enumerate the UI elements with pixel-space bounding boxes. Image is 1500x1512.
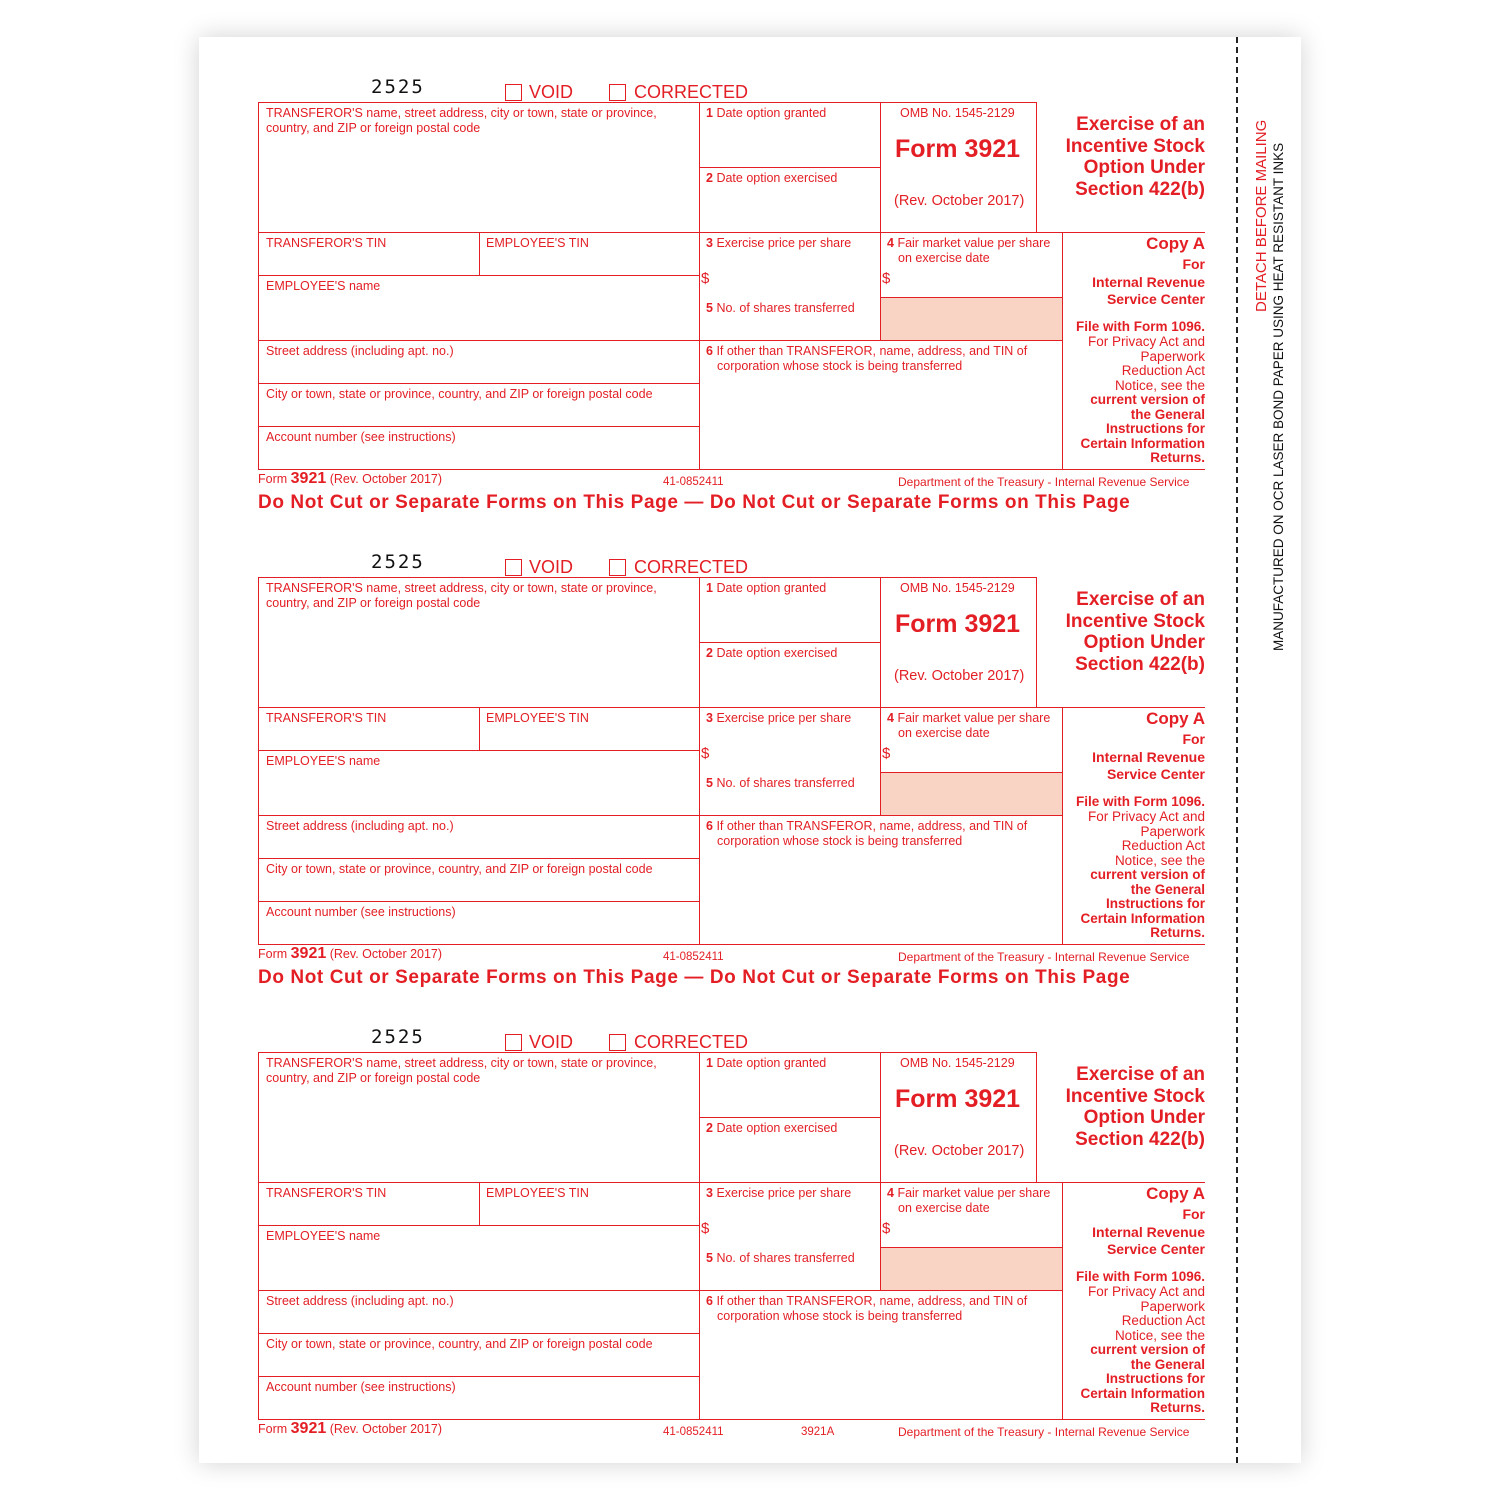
box2-label: 2 Date option exercised xyxy=(706,171,838,185)
rule xyxy=(699,815,1062,816)
void-label: VOID xyxy=(529,557,574,577)
employee-tin-label: EMPLOYEE'S TIN xyxy=(486,1186,589,1200)
instructions-line: current version of xyxy=(1090,392,1205,407)
instructions-line: Returns. xyxy=(1150,1400,1205,1415)
box5-label: 5 No. of shares transferred xyxy=(706,301,855,315)
box3-label: 3 Exercise price per share xyxy=(706,236,852,250)
box3-dollar: $ xyxy=(701,270,710,287)
copy-a-label: Copy A xyxy=(1146,1184,1205,1203)
corrected-label: CORRECTED xyxy=(634,557,749,577)
rule xyxy=(479,232,480,275)
form-title-line: Option Under xyxy=(1083,1107,1205,1128)
rule xyxy=(699,1290,1062,1291)
void-label: VOID xyxy=(529,82,574,102)
irs-center-line: Internal Revenue xyxy=(1092,749,1205,765)
box6-label-2: corporation whose stock is being transferred xyxy=(717,359,963,373)
form-code: 2525 xyxy=(371,551,425,573)
street-address-label: Street address (including apt. no.) xyxy=(266,1294,454,1308)
copy-a-label: Copy A xyxy=(1146,234,1205,253)
rule xyxy=(1062,232,1063,469)
box2-label: 2 Date option exercised xyxy=(706,1121,838,1135)
rule xyxy=(258,577,259,944)
box6-label: 6 If other than TRANSFEROR, name, address, and TIN of xyxy=(706,344,1028,358)
transferor-name-label-2: country, and ZIP or foreign postal code xyxy=(266,121,481,135)
copy-for-label: For xyxy=(1182,256,1205,272)
city-label: City or town, state or province, country, and ZIP or foreign postal code xyxy=(266,862,653,876)
rule xyxy=(699,167,880,168)
instructions-line: Instructions for xyxy=(1105,896,1205,911)
copy-for-label: For xyxy=(1182,1206,1205,1222)
transferor-name-label: TRANSFEROR'S name, street address, city or town, state or province, xyxy=(266,581,657,595)
rule xyxy=(258,858,699,859)
box4-dollar: $ xyxy=(882,745,891,762)
corrected-label: CORRECTED xyxy=(634,1032,749,1052)
file-with-label: File with Form 1096. xyxy=(1075,1269,1205,1284)
privacy-line: Reduction Act xyxy=(1121,363,1205,378)
form-title-line: Option Under xyxy=(1083,632,1205,653)
box4-dollar: $ xyxy=(882,270,891,287)
copy-a-panel xyxy=(1064,709,1205,941)
account-number-label: Account number (see instructions) xyxy=(266,1380,456,1394)
rule xyxy=(258,275,699,276)
rule xyxy=(479,1182,480,1225)
rule xyxy=(258,1376,699,1377)
irs-center-line: Service Center xyxy=(1106,291,1205,307)
footer-catalog-number: 41-0852411 xyxy=(663,1426,724,1438)
omb-number: OMB No. 1545-2129 xyxy=(900,106,1015,120)
form-code: 2525 xyxy=(371,76,425,98)
transferor-tin-label: TRANSFEROR'S TIN xyxy=(266,236,387,250)
rule xyxy=(1062,707,1063,944)
form-title xyxy=(1040,589,1205,675)
box5-shaded-area xyxy=(881,298,1062,340)
instructions-line: Instructions for xyxy=(1105,421,1205,436)
corrected-checkbox[interactable] xyxy=(609,559,626,576)
irs-center-line: Service Center xyxy=(1106,1241,1205,1257)
box1-label: 1 Date option granted xyxy=(706,581,827,595)
box5-shaded-area xyxy=(881,1248,1062,1290)
form-title-line: Section 422(b) xyxy=(1075,653,1205,675)
city-label: City or town, state or province, country, and ZIP or foreign postal code xyxy=(266,387,653,401)
form-revision: (Rev. October 2017) xyxy=(894,193,1025,209)
footer-department: Department of the Treasury - Internal Revenue Service xyxy=(898,950,1190,964)
transferor-tin-label: TRANSFEROR'S TIN xyxy=(266,711,387,725)
instructions-line: Certain Information xyxy=(1080,1385,1205,1401)
privacy-line: For Privacy Act and xyxy=(1087,334,1205,349)
file-with-label: File with Form 1096. xyxy=(1075,319,1205,334)
form-title-line: Exercise of an xyxy=(1076,114,1205,135)
rule xyxy=(258,102,1036,103)
transferor-name-label: TRANSFEROR'S name, street address, city or town, state or province, xyxy=(266,106,657,120)
rule xyxy=(258,102,259,469)
rule xyxy=(1036,577,1037,707)
form-title-line: Section 422(b) xyxy=(1075,178,1205,200)
rule xyxy=(258,815,699,816)
instructions-line: the General xyxy=(1130,881,1205,897)
void-checkbox[interactable] xyxy=(505,559,522,576)
footer-catalog-number: 41-0852411 xyxy=(663,476,724,488)
rule xyxy=(1036,102,1037,232)
file-with-label: File with Form 1096. xyxy=(1075,794,1205,809)
employee-name-label: EMPLOYEE'S name xyxy=(266,279,381,293)
transferor-tin-label: TRANSFEROR'S TIN xyxy=(266,1186,387,1200)
form-revision: (Rev. October 2017) xyxy=(894,668,1025,684)
privacy-line: Reduction Act xyxy=(1121,838,1205,853)
box4-label: 4 Fair market value per share xyxy=(887,711,1051,725)
detach-label: DETACH BEFORE MAILING xyxy=(1253,119,1270,312)
instructions-line: Returns. xyxy=(1150,925,1205,940)
footer-form-id: Form 3921 (Rev. October 2017) xyxy=(258,1420,443,1437)
form-number-title: Form 3921 xyxy=(895,135,1021,163)
form-3921-copy xyxy=(0,1026,1500,1512)
rule xyxy=(258,1290,699,1291)
copy-a-panel xyxy=(1064,1184,1205,1416)
account-number-label: Account number (see instructions) xyxy=(266,430,456,444)
do-not-cut-warning: Do Not Cut or Separate Forms on This Page — Do Not Cut or Separate Forms on This Page xyxy=(258,492,1131,513)
omb-number: OMB No. 1545-2129 xyxy=(900,1056,1015,1070)
footer-department: Department of the Treasury - Internal Revenue Service xyxy=(898,1425,1190,1439)
do-not-cut-warning: Do Not Cut or Separate Forms on This Page — Do Not Cut or Separate Forms on This Page xyxy=(258,967,1131,988)
instructions-line: Certain Information xyxy=(1080,435,1205,451)
form-title-line: Incentive Stock xyxy=(1065,135,1205,157)
form-title-line: Exercise of an xyxy=(1076,1064,1205,1085)
box1-label: 1 Date option granted xyxy=(706,1056,827,1070)
street-address-label: Street address (including apt. no.) xyxy=(266,344,454,358)
copy-a-panel xyxy=(1064,234,1205,466)
city-label: City or town, state or province, country, and ZIP or foreign postal code xyxy=(266,1337,653,1351)
footer-catalog-number: 41-0852411 xyxy=(663,951,724,963)
form-3921-copy xyxy=(0,76,1500,562)
box4-label: 4 Fair market value per share xyxy=(887,236,1051,250)
omb-number: OMB No. 1545-2129 xyxy=(900,581,1015,595)
form-title-line: Option Under xyxy=(1083,157,1205,178)
box6-label-2: corporation whose stock is being transferred xyxy=(717,1309,963,1323)
rule xyxy=(258,340,699,341)
privacy-line: For Privacy Act and xyxy=(1087,809,1205,824)
form-number-title: Form 3921 xyxy=(895,610,1021,638)
box5-label: 5 No. of shares transferred xyxy=(706,776,855,790)
instructions-line: the General xyxy=(1130,406,1205,422)
box6-label: 6 If other than TRANSFEROR, name, address, and TIN of xyxy=(706,1294,1028,1308)
form-title-line: Incentive Stock xyxy=(1065,1085,1205,1107)
privacy-line: Paperwork xyxy=(1140,823,1205,839)
rule xyxy=(258,469,1205,470)
box6-label-2: corporation whose stock is being transferred xyxy=(717,834,963,848)
privacy-line: Notice, see the xyxy=(1114,852,1205,868)
rule xyxy=(699,577,700,944)
irs-center-line: Internal Revenue xyxy=(1092,1224,1205,1240)
rule xyxy=(258,901,699,902)
corrected-label: CORRECTED xyxy=(634,82,749,102)
privacy-line: Paperwork xyxy=(1140,348,1205,364)
instructions-line: Instructions for xyxy=(1105,1371,1205,1386)
transferor-name-label-2: country, and ZIP or foreign postal code xyxy=(266,1071,481,1085)
form-code: 2525 xyxy=(371,1026,425,1048)
rule xyxy=(1036,1052,1037,1182)
form-title-line: Section 422(b) xyxy=(1075,1128,1205,1150)
rule xyxy=(699,340,1062,341)
rule xyxy=(258,1052,259,1419)
void-checkbox[interactable] xyxy=(505,84,522,101)
box4-label: 4 Fair market value per share xyxy=(887,1186,1051,1200)
rule xyxy=(258,1225,699,1226)
form-title xyxy=(1040,1064,1205,1150)
box3-label: 3 Exercise price per share xyxy=(706,1186,852,1200)
footer-copy-code: 3921A xyxy=(801,1426,835,1438)
rule xyxy=(258,426,699,427)
rule xyxy=(258,577,1036,578)
void-label: VOID xyxy=(529,1032,574,1052)
instructions-line: current version of xyxy=(1090,867,1205,882)
privacy-line: Reduction Act xyxy=(1121,1313,1205,1328)
privacy-line: For Privacy Act and xyxy=(1087,1284,1205,1299)
account-number-label: Account number (see instructions) xyxy=(266,905,456,919)
form-3921-copy xyxy=(0,551,1500,1037)
instructions-line: current version of xyxy=(1090,1342,1205,1357)
irs-center-line: Internal Revenue xyxy=(1092,274,1205,290)
privacy-line: Paperwork xyxy=(1140,1298,1205,1314)
irs-center-line: Service Center xyxy=(1106,766,1205,782)
rule xyxy=(258,1419,1205,1420)
box4-dollar: $ xyxy=(882,1220,891,1237)
box4-label-2: on exercise date xyxy=(898,251,990,265)
form-number-title: Form 3921 xyxy=(895,1085,1021,1113)
form-title-line: Incentive Stock xyxy=(1065,610,1205,632)
rule xyxy=(699,1052,700,1419)
rule xyxy=(258,1052,1036,1053)
form-title xyxy=(1040,114,1205,200)
void-checkbox[interactable] xyxy=(505,1034,522,1051)
street-address-label: Street address (including apt. no.) xyxy=(266,819,454,833)
employee-name-label: EMPLOYEE'S name xyxy=(266,1229,381,1243)
transferor-name-label: TRANSFEROR'S name, street address, city or town, state or province, xyxy=(266,1056,657,1070)
rule xyxy=(1062,1182,1063,1419)
rule xyxy=(258,944,1205,945)
box4-label-2: on exercise date xyxy=(898,1201,990,1215)
rule xyxy=(699,642,880,643)
privacy-line: Notice, see the xyxy=(1114,1327,1205,1343)
box3-label: 3 Exercise price per share xyxy=(706,711,852,725)
employee-name-label: EMPLOYEE'S name xyxy=(266,754,381,768)
box6-label: 6 If other than TRANSFEROR, name, address, and TIN of xyxy=(706,819,1028,833)
form-revision: (Rev. October 2017) xyxy=(894,1143,1025,1159)
box1-label: 1 Date option granted xyxy=(706,106,827,120)
instructions-line: the General xyxy=(1130,1356,1205,1372)
box2-label: 2 Date option exercised xyxy=(706,646,838,660)
employee-tin-label: EMPLOYEE'S TIN xyxy=(486,236,589,250)
rule xyxy=(258,750,699,751)
box3-dollar: $ xyxy=(701,745,710,762)
privacy-line: Notice, see the xyxy=(1114,377,1205,393)
box5-label: 5 No. of shares transferred xyxy=(706,1251,855,1265)
footer-form-id: Form 3921 (Rev. October 2017) xyxy=(258,470,443,487)
instructions-line: Returns. xyxy=(1150,450,1205,465)
corrected-checkbox[interactable] xyxy=(609,84,626,101)
box5-shaded-area xyxy=(881,773,1062,815)
rule xyxy=(258,383,699,384)
employee-tin-label: EMPLOYEE'S TIN xyxy=(486,711,589,725)
corrected-checkbox[interactable] xyxy=(609,1034,626,1051)
rule xyxy=(699,1117,880,1118)
copy-for-label: For xyxy=(1182,731,1205,747)
form-title-line: Exercise of an xyxy=(1076,589,1205,610)
rule xyxy=(258,1333,699,1334)
footer-form-id: Form 3921 (Rev. October 2017) xyxy=(258,945,443,962)
transferor-name-label-2: country, and ZIP or foreign postal code xyxy=(266,596,481,610)
rule xyxy=(479,707,480,750)
instructions-line: Certain Information xyxy=(1080,910,1205,926)
box3-dollar: $ xyxy=(701,1220,710,1237)
copy-a-label: Copy A xyxy=(1146,709,1205,728)
footer-department: Department of the Treasury - Internal Revenue Service xyxy=(898,475,1190,489)
box4-label-2: on exercise date xyxy=(898,726,990,740)
manufactured-note: MANUFACTURED ON OCR LASER BOND PAPER USING HEAT RESISTANT INKS xyxy=(1271,142,1286,651)
rule xyxy=(699,102,700,469)
